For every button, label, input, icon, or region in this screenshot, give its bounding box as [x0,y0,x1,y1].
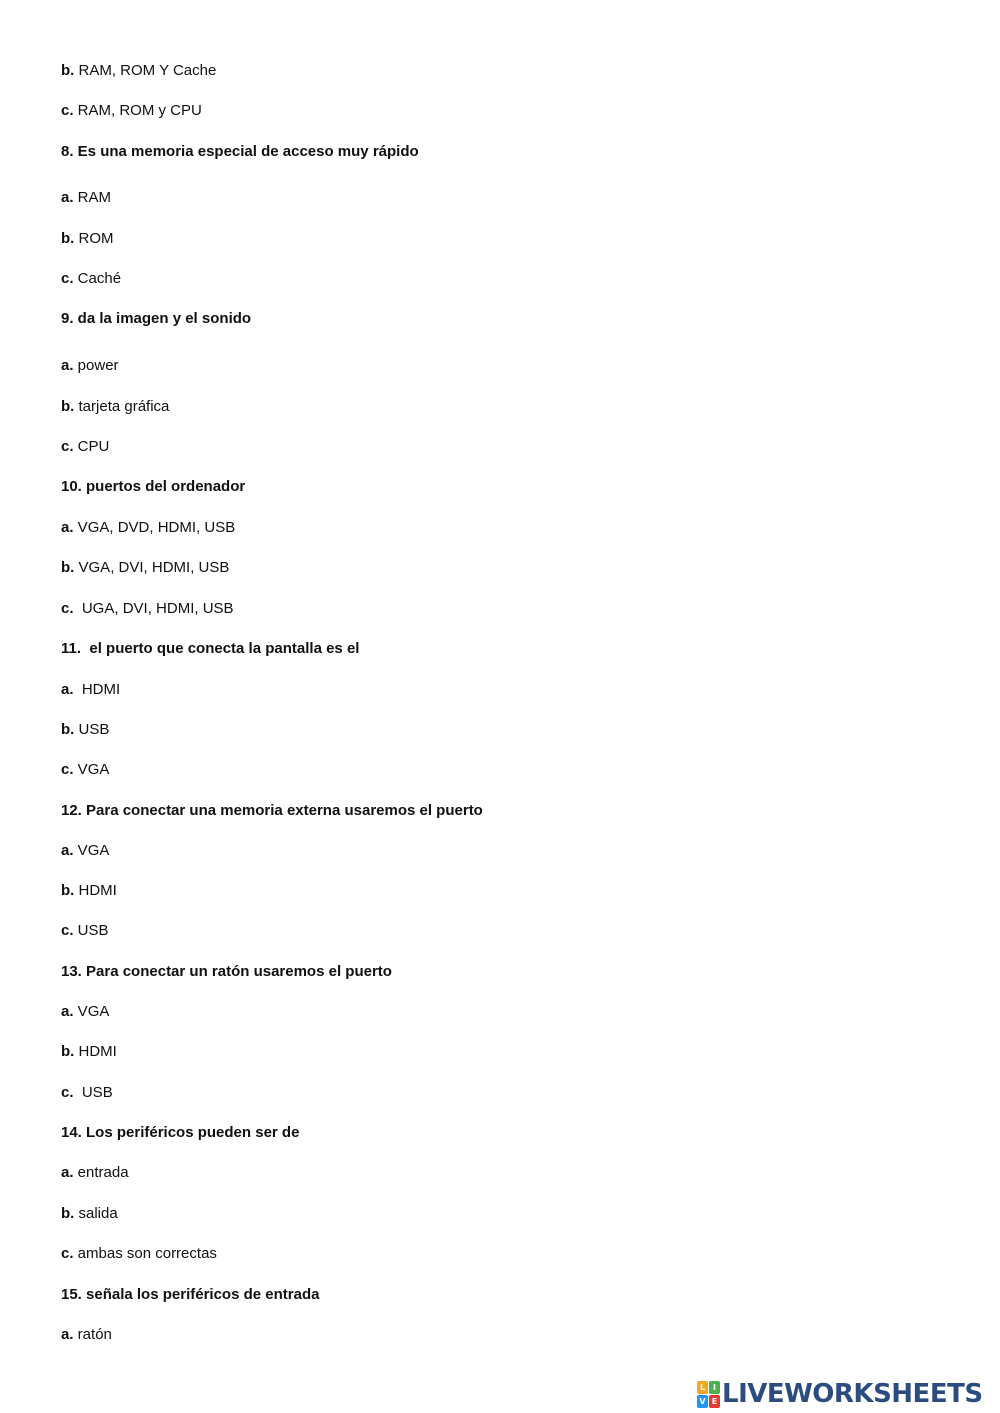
option-a [61,1325,112,1345]
option-letter: b. [61,1205,75,1222]
option-text: VGA, DVD, HDMI, USB [73,519,236,536]
option-text: RAM [73,189,112,206]
question-9: 9. da la imagen y el sonido [61,310,252,327]
option-text: VGA, DVI, HDMI, USB [74,559,230,576]
option-letter: a. [61,681,74,698]
option-text: USB [74,721,110,738]
option-letter: c. [61,600,74,617]
option-text: USB [73,922,109,939]
option-text: UGA, DVI, HDMI, USB [73,600,234,617]
question-14: 14. Los periféricos pueden ser de [61,1124,300,1141]
option-letter: b. [61,230,75,247]
option-b [61,397,169,417]
option-text: entrada [73,1164,129,1181]
option-a [61,1163,129,1183]
option-text: HDMI [73,681,121,698]
option-text: salida [74,1205,118,1222]
option-text: ambas son correctas [73,1245,217,1262]
option-letter: b. [61,559,75,576]
logo-mark-letter: E [709,1395,720,1408]
option-letter: a. [61,357,74,374]
option-c [61,1244,217,1264]
logo-mark-letter: I [709,1381,720,1394]
option-text: VGA [73,1003,110,1020]
option-c [61,921,109,941]
option-text: ROM [74,230,114,247]
option-b [61,881,117,901]
option-c [61,760,109,780]
question-11: 11. el puerto que conecta la pantalla es el [61,640,360,657]
option-c [61,1083,113,1103]
option-text: VGA [73,761,110,778]
option-text: HDMI [74,1043,117,1060]
option-a [61,356,119,376]
question-8: 8. Es una memoria especial de acceso muy rápido [61,143,419,160]
option-letter: b. [61,398,75,415]
option-letter: c. [61,438,74,455]
option-text: tarjeta gráfica [74,398,170,415]
option-a [61,1002,109,1022]
option-letter: b. [61,882,75,899]
option-text: Caché [73,270,122,287]
option-c [61,599,234,619]
option-letter: b. [61,721,75,738]
logo-mark-letter: L [697,1381,708,1394]
option-text: HDMI [74,882,117,899]
option-text: CPU [73,438,110,455]
option-text: VGA [73,842,110,859]
logo-mark-icon [697,1381,719,1407]
option-letter: a. [61,1003,74,1020]
option-c [61,269,121,289]
option-letter: a. [61,1164,74,1181]
option-text: RAM, ROM Y Cache [74,62,217,79]
option-letter: c. [61,1084,74,1101]
option-letter: c. [61,1245,74,1262]
option-letter: c. [61,270,74,287]
option-text: USB [73,1084,113,1101]
question-12: 12. Para conectar una memoria externa usaremos el puerto [61,802,483,819]
option-c [61,437,109,457]
option-letter: a. [61,842,74,859]
logo-text: LIVEWORKSHEETS [722,1379,983,1409]
option-b [61,229,114,249]
option-a [61,841,109,861]
question-10: 10. puertos del ordenador [61,478,246,495]
option-b [61,61,216,81]
option-a [61,188,111,208]
option-letter: b. [61,62,75,79]
option-b [61,1042,117,1062]
option-letter: b. [61,1043,75,1060]
option-c [61,101,202,121]
liveworksheets-logo[interactable] [697,1378,983,1410]
question-15: 15. señala los periféricos de entrada [61,1286,320,1303]
logo-mark-letter: V [697,1395,708,1408]
option-text: power [73,357,119,374]
option-letter: c. [61,761,74,778]
option-letter: a. [61,189,74,206]
option-letter: c. [61,922,74,939]
option-letter: a. [61,519,74,536]
option-a [61,680,120,700]
option-b [61,1204,118,1224]
question-13: 13. Para conectar un ratón usaremos el puerto [61,963,392,980]
option-text: ratón [73,1326,112,1343]
option-b [61,558,229,578]
option-a [61,518,235,538]
option-letter: a. [61,1326,74,1343]
option-letter: c. [61,102,74,119]
option-b [61,720,109,740]
option-text: RAM, ROM y CPU [73,102,202,119]
